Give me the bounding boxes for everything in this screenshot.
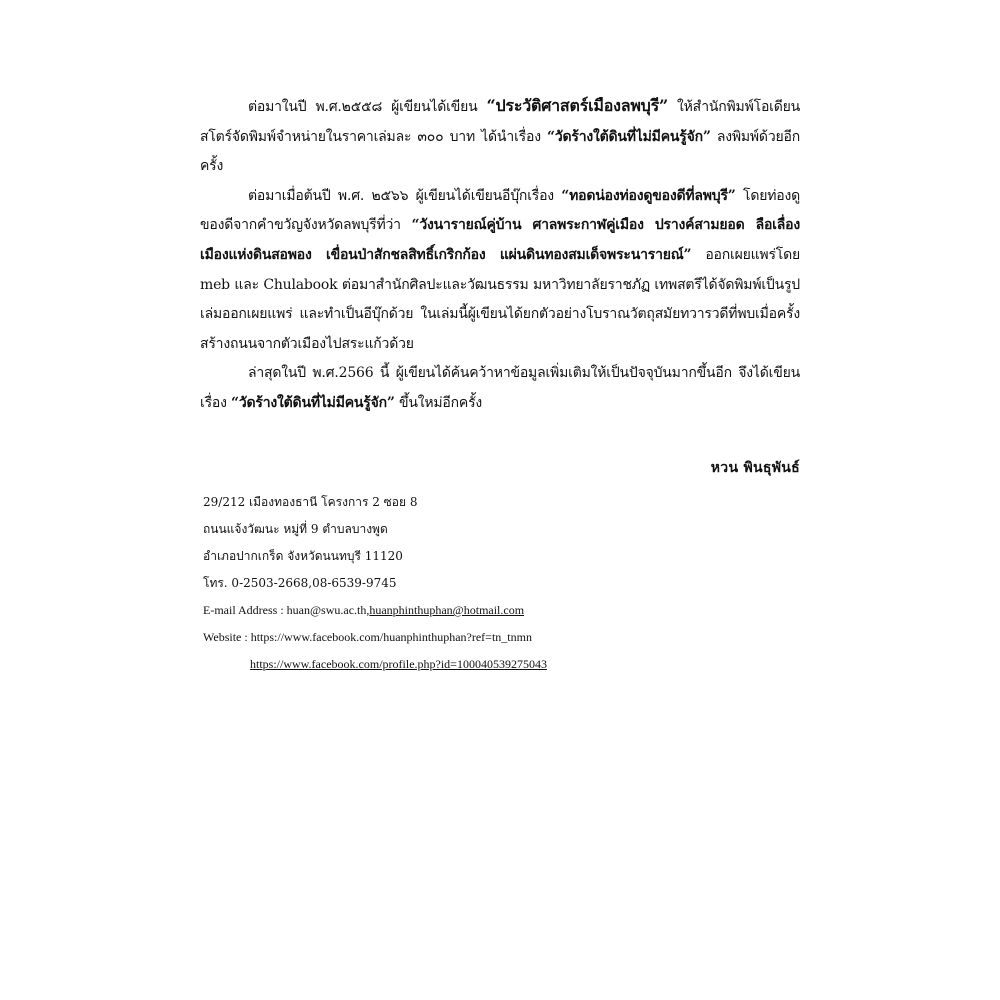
website-line-2 bbox=[203, 651, 803, 678]
paragraph-3-text-a: ล่าสุดในปี พ.ศ.2566 นี้ ผู้เขียนได้ค้นคว้าหาข้อมูลเพิ่มเติมให้เป็นปัจจุบันมากขึ้นอีก จึงได้เขียนเรื่อง bbox=[200, 365, 800, 411]
province-motto: “วังนารายณ์คู่บ้าน ศาลพระกาฬคู่เมือง ปรางค์สามยอด ลือเลื่อง เมืองแห่งดินสอพอง เขื่อนป่าสักชลสิทธิ์เกริกก้อง แผ่นดินทองสมเด็จพระนารายณ์” bbox=[200, 217, 800, 263]
paragraph-3-text-c: ขึ้นใหม่อีกครั้ง bbox=[394, 394, 483, 411]
paragraph-1-text-a: ต่อมาในปี พ.ศ.๒๕๕๘ ผู้เขียนได้เขียน bbox=[248, 99, 487, 115]
phone-line: โทร. 0-2503-2668,08-6539-9745 bbox=[203, 576, 397, 590]
paragraph-2-text-c: โดยท่องดูของดีจากคำขวัญจังหวัดลพบุรีที่ว่า bbox=[200, 187, 801, 234]
paragraph-1 bbox=[200, 91, 800, 182]
ebook-title-lopburi-tour: “ทอดน่องท่องดูของดีที่ลพบุรี” bbox=[561, 187, 736, 204]
address-line-1: 29/212 เมืองทองธานี โครงการ 2 ซอย 8 bbox=[203, 495, 418, 509]
website-line[interactable]: Website : https://www.facebook.com/huanphinthuphan?ref=tn_tnmn bbox=[203, 630, 532, 644]
book-title-lopburi-history: “ประวัติศาสตร์เมืองลพบุรี” bbox=[486, 96, 669, 115]
paragraph-2 bbox=[200, 182, 800, 360]
email-line bbox=[203, 597, 803, 624]
book-title-underground-temple-2: “วัดร้างใต้ดินที่ไม่มีคนรู้จัก” bbox=[231, 394, 395, 411]
contact-block bbox=[203, 489, 803, 678]
book-title-underground-temple: “วัดร้างใต้ดินที่ไม่มีคนรู้จัก” bbox=[546, 128, 711, 145]
preface-body bbox=[200, 91, 800, 419]
author-signature: หวน พินธุพันธ์ bbox=[710, 460, 800, 476]
email-label: E-mail Address : huan@swu.ac.th, bbox=[203, 603, 370, 617]
paragraph-1-text-e: ลงพิมพ์ด้วยอีกครั้ง bbox=[200, 128, 800, 175]
email-link[interactable]: huanphinthuphan@hotmail.com bbox=[369, 603, 525, 617]
paragraph-3 bbox=[200, 359, 800, 418]
address-line-3: อำเภอปากเกร็ด จังหวัดนนทบุรี 11120 bbox=[203, 549, 403, 563]
paragraph-1-text-c: ให้สำนักพิมพ์โอเดียนสโตร์จัดพิมพ์จำหน่ายในราคาเล่มละ ๓๐๐ บาท ได้นำเรื่อง bbox=[200, 99, 800, 145]
paragraph-2-text-a: ต่อมาเมื่อต้นปี พ.ศ. ๒๕๖๖ ผู้เขียนได้เขียนอีบุ๊กเรื่อง bbox=[248, 187, 562, 204]
address-line-2: ถนนแจ้งวัฒนะ หมู่ที่ 9 ตำบลบางพูด bbox=[203, 522, 388, 536]
facebook-profile-link[interactable]: https://www.facebook.com/profile.php?id=100040539275043 bbox=[250, 657, 547, 671]
paragraph-2-text-e: ออกเผยแพร่โดย meb และ Chulabook ต่อมาสำนักศิลปะและวัฒนธรรม มหาวิทยาลัยราชภัฏ เทพสตรีได้จัดพิมพ์เป็นรูปเล่มออกเผยแพร่ และทำเป็นอีบุ๊กด้วย ในเล่มนี้ผู้เขียนได้ยกตัวอย่างโบราณวัตถุสมัยทวารวดีที่พบเมื่อครั้งสร้างถนนจากตัวเมืองไปสระแก้วด้วย bbox=[200, 246, 800, 352]
